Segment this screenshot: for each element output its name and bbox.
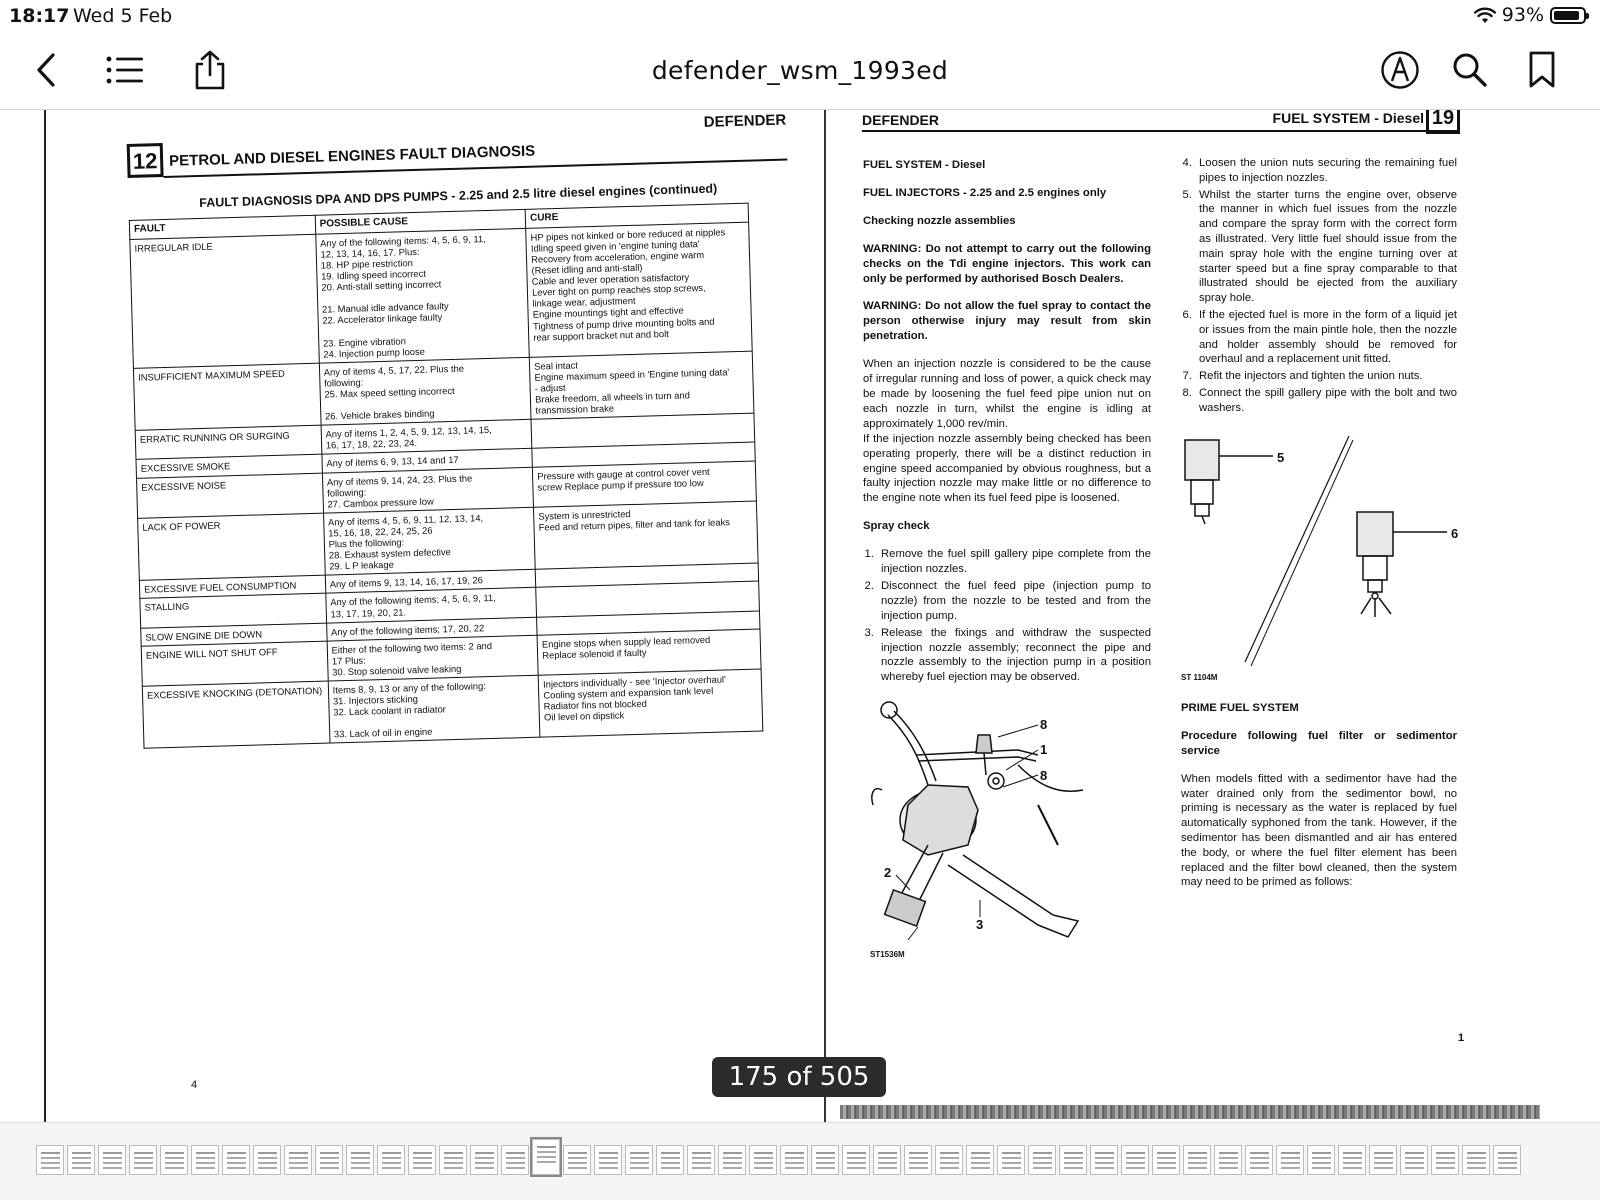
table-title: FAULT DIAGNOSIS DPA AND DPS PUMPS - 2.25 and 2.5 litre diesel engines (continued) <box>199 181 718 210</box>
fault-text: SLOW ENGINE DIE DOWN <box>145 628 263 643</box>
thumbnail[interactable] <box>1431 1145 1459 1175</box>
search-icon <box>1452 52 1488 88</box>
heading-procedure: Procedure following fuel filter or sedimentor service <box>1181 730 1457 757</box>
thumbnail[interactable] <box>191 1145 219 1175</box>
thumbnail[interactable] <box>656 1145 684 1175</box>
cure-text: HP pipes not kinked or bore reduced at nipples Idling speed given in 'engine tuning data' Recovery from acceleration, engine warm (Reset idling and anti-stall) Cable and lever operation satisfactory Lever tight on pump reaches stop screws, linkage wear, adjustment Engine mountings tight and effective Tightness of pump drive mounting bolts and rear support bracket nut and bolt <box>530 226 726 343</box>
list-item: 5. Whilst the starter turns the engine over, observe the manner in which fuel issues from the nozzle and compare the spray form with the correct form as illustrated. Very little fuel should issue from the main spray hole with the engine turning over at starter speed but a fine spray comparable to that illustrated should be ejected from the auxiliary spray hole. <box>1195 188 1457 306</box>
clock: 18:17 <box>9 5 70 27</box>
brand-label: DEFENDER <box>703 111 787 131</box>
table-cell-fault <box>141 641 328 686</box>
thumbnail[interactable] <box>563 1145 591 1175</box>
cause-text: Any of items 9, 13, 14, 16, 17, 19, 26 <box>329 574 484 590</box>
list-item: 2. Disconnect the fuel feed pipe (injection pump to nozzle) from the nozzle to be tested and from the injection pump. <box>877 579 1151 624</box>
injector-assembly-diagram <box>868 695 1098 965</box>
thumbnail[interactable] <box>408 1145 436 1175</box>
right-page-header <box>862 110 1460 132</box>
heading-checking-nozzles: Checking nozzle assemblies <box>863 214 1016 227</box>
heading-spray-check: Spray check <box>863 520 930 533</box>
cure-text <box>537 446 751 452</box>
list-item: 8. Connect the spill gallery pipe with the bolt and two washers. <box>1195 386 1457 416</box>
thumbnail[interactable] <box>997 1145 1025 1175</box>
thumbnail[interactable] <box>594 1145 622 1175</box>
left-page <box>44 110 824 1122</box>
cause-text: Any of items 4, 5, 6, 9, 11, 12, 13, 14, 15, 16, 18, 22, 24, 25, 26 Plus the following: 28. Exhaust system defective 29. L P leakage <box>327 512 484 572</box>
thumbnail[interactable] <box>346 1145 374 1175</box>
table-cell-cure <box>529 351 754 420</box>
cause-text: Items 8, 9, 13 or any of the following: 31. Injectors sticking 32. Lack coolant in radiator 33. Lack of oil in engine <box>332 680 486 740</box>
fault-text: STALLING <box>144 600 190 614</box>
right-column-a <box>863 158 1151 970</box>
fault-text: EXCESSIVE NOISE <box>141 478 227 493</box>
thumbnail-current[interactable] <box>532 1139 560 1175</box>
fault-text: INSUFFICIENT MAXIMUM SPEED <box>138 367 285 383</box>
thumbnail[interactable] <box>904 1145 932 1175</box>
thumbnail[interactable] <box>935 1145 963 1175</box>
table-cell-fault <box>138 513 325 581</box>
callout-6: 6 <box>1451 525 1459 541</box>
callout-5: 5 <box>1277 449 1285 465</box>
thumbnail[interactable] <box>1090 1145 1118 1175</box>
thumbnail[interactable] <box>842 1145 870 1175</box>
bookmark-icon <box>1528 51 1556 89</box>
heading-prime-fuel-system: PRIME FUEL SYSTEM <box>1181 702 1299 715</box>
cause-text: Either of the following two items: 2 and 17 Plus: 30. Stop solenoid valve leaking <box>331 639 493 678</box>
thumbnail[interactable] <box>1121 1145 1149 1175</box>
date: Wed 5 Feb <box>73 5 173 27</box>
table-cell-cure <box>534 501 759 570</box>
cure-text <box>541 614 755 620</box>
fault-text: EXCESSIVE KNOCKING (DETONATION) <box>146 684 323 701</box>
fault-text: LACK OF POWER <box>142 519 221 533</box>
table-body <box>130 222 763 749</box>
figure-label-st1536m: ST1536M <box>870 950 905 960</box>
table-row <box>130 222 752 368</box>
fault-text: ENGINE WILL NOT SHUT OFF <box>145 645 278 661</box>
cause-text: Any of the following items; 17, 20, 22 <box>330 621 485 638</box>
fault-text: EXCESSIVE SMOKE <box>140 460 231 475</box>
thumbnail[interactable] <box>222 1145 250 1175</box>
cure-text: Seal intact Engine maximum speed in 'Engine tuning data' - adjust Brake freedom, all wheels in turn and transmission brake <box>534 359 730 416</box>
thumbnail[interactable] <box>501 1145 529 1175</box>
thumbnail[interactable] <box>284 1145 312 1175</box>
thumbnail[interactable] <box>129 1145 157 1175</box>
header-cause: POSSIBLE CAUSE <box>315 209 526 234</box>
nozzle-spray-diagram <box>1181 432 1471 687</box>
thumbnail[interactable] <box>160 1145 188 1175</box>
thumbnail[interactable] <box>1245 1145 1273 1175</box>
thumbnail[interactable] <box>1338 1145 1366 1175</box>
list-item: 1. Remove the fuel spill gallery pipe complete from the injection nozzles. <box>877 547 1151 577</box>
callout-8b: 8 <box>1040 768 1048 784</box>
markup-pen-icon <box>1380 50 1420 90</box>
cure-text: Injectors individually - see 'Injector overhaul' Cooling system and expansion tank level Radiator fins not blocked Oil level on dipstick <box>542 673 726 723</box>
table-cell-cure <box>532 461 756 507</box>
header-section: FUEL SYSTEM - Diesel <box>1272 110 1424 126</box>
cure-text: System is unrestricted Feed and return pipes, filter and tank for leaks <box>538 507 731 533</box>
warning-text-2: WARNING: Do not allow the fuel spray to contact the person otherwise injury may result from skin penetration. <box>863 300 1151 343</box>
cure-text <box>540 585 754 591</box>
callout-3: 3 <box>976 917 984 933</box>
scan-edge <box>840 1105 1540 1119</box>
thumbnail[interactable] <box>1462 1145 1490 1175</box>
header-brand: DEFENDER <box>862 112 940 128</box>
thumbnail[interactable] <box>1152 1145 1180 1175</box>
table-cell-cause <box>319 357 531 425</box>
thumbnail[interactable] <box>749 1145 777 1175</box>
list-item: 4. Loosen the union nuts securing the remaining fuel pipes to injection nozzles. <box>1195 156 1457 186</box>
list-item: 7. Refit the injectors and tighten the union nuts. <box>1195 369 1457 384</box>
thumbnail[interactable] <box>253 1145 281 1175</box>
fault-diagnosis-table <box>129 203 764 750</box>
list-item: 3. Release the fixings and withdraw the suspected injection nozzle assembly; reconnect the pipe and nozzle assembly to the injection pump in a position whereby fuel ejection may be observed. <box>877 626 1151 686</box>
thumbnail[interactable] <box>1493 1145 1521 1175</box>
thumbnail[interactable] <box>780 1145 808 1175</box>
thumbnail[interactable] <box>98 1145 126 1175</box>
table-cell-cure <box>526 222 752 357</box>
list-item: 6. If the ejected fuel is more in the form of a liquid jet or issues from the main pintle hole, then the nozzle and holder assembly should be removed for overhaul and a replacement unit fitted. <box>1195 308 1457 367</box>
cause-text: Any of items 9, 14, 24, 23. Plus the following: 27. Cambox pressure low <box>326 472 473 510</box>
thumbnail[interactable] <box>687 1145 715 1175</box>
left-page-header <box>126 110 787 174</box>
header-fault: FAULT <box>129 215 315 239</box>
section-number: 12 <box>127 143 164 178</box>
left-page-content <box>126 110 803 749</box>
thumbnail[interactable] <box>811 1145 839 1175</box>
callout-1: 1 <box>1040 742 1048 758</box>
figure-label-st1104m: ST 1104M <box>1181 672 1218 682</box>
document-title: defender_wsm_1993ed <box>651 56 949 85</box>
table-cell-cause <box>322 467 533 513</box>
status-bar <box>0 0 1600 32</box>
wifi-icon <box>1474 7 1496 24</box>
prime-paragraph: When models fitted with a sedimentor have had the water drained only from the sedimentor bowl, no priming is necessary as the water is replaced by fuel automatically syphoned from the tank. However, if the sedimentor has been dismantled and air has entered the body, or where the fuel filter element has been replaced and the filter bowl cleaned, then the system may need to be primed as follows: <box>1181 772 1457 889</box>
cause-text: Any of items 4, 5, 17, 22. Plus the following: 25. Max speed setting incorrect 26. Vehicle brakes binding <box>323 362 465 422</box>
fault-text: IRREGULAR IDLE <box>134 240 213 254</box>
callout-2: 2 <box>884 865 892 881</box>
table-cell-fault <box>136 473 323 518</box>
table-cell-fault <box>130 234 319 368</box>
heading-fuel-injectors: FUEL INJECTORS - 2.25 and 2.5 engines only <box>863 186 1107 199</box>
page-title: PETROL AND DIESEL ENGINES FAULT DIAGNOSIS <box>168 142 536 170</box>
paragraph-2: If the injection nozzle assembly being checked has been operating properly, there will be a distinct reduction in engine speed accompanied by obvious roughness, but a faulty injection nozzle may make little or no difference to the engine note when its fuel feed pipe is loosened. <box>863 432 1151 505</box>
thumbnail[interactable] <box>1276 1145 1304 1175</box>
cause-text: Any of items 1, 2, 4, 5, 9, 12, 13, 14, 15, 16, 17, 18, 22, 23, 24. <box>325 424 492 451</box>
search-button[interactable] <box>1448 48 1492 92</box>
header-cure: CURE <box>525 203 748 228</box>
thumbnail[interactable] <box>1369 1145 1397 1175</box>
thumbnail[interactable] <box>470 1145 498 1175</box>
thumbnail[interactable] <box>1059 1145 1087 1175</box>
warning-text-1: WARNING: Do not attempt to carry out the following checks on the Tdi engine injectors. This work can only be performed by authorised Bosch Dealers. <box>863 242 1151 285</box>
heading-fuel-system: FUEL SYSTEM - Diesel <box>863 159 986 171</box>
table-cell-cause <box>323 507 535 575</box>
table-cell-cause <box>315 228 529 363</box>
right-column-b <box>1181 156 1457 903</box>
cure-text: Pressure with gauge at control cover vent screw Replace pump if pressure too low <box>537 465 710 493</box>
table-cell-cure <box>538 669 763 738</box>
cause-text: Any of items 6, 9, 13, 14 and 17 <box>326 454 459 470</box>
table-cell-cause <box>327 635 538 681</box>
callout-8a: 8 <box>1040 717 1048 733</box>
battery-percent: 93% <box>1501 4 1544 26</box>
bookmark-button[interactable] <box>1520 48 1564 92</box>
thumbnail-scrubber[interactable] <box>0 1122 1600 1200</box>
thumbnail[interactable] <box>1307 1145 1335 1175</box>
markup-button[interactable] <box>1378 48 1422 92</box>
spray-steps-b <box>1181 156 1457 416</box>
thumbnail[interactable] <box>1028 1145 1056 1175</box>
right-page-number: 1 <box>1458 1032 1465 1044</box>
thumbnail[interactable] <box>315 1145 343 1175</box>
left-page-number: 4 <box>191 1079 198 1091</box>
cure-text <box>536 417 750 423</box>
thumbnail[interactable] <box>1400 1145 1428 1175</box>
thumbnail[interactable] <box>873 1145 901 1175</box>
document-viewer[interactable] <box>0 110 1600 1122</box>
cure-text: Engine stops when supply lead removed Replace solenoid if faulty <box>541 633 711 661</box>
fault-text: ERRATIC RUNNING OR SURGING <box>139 429 290 446</box>
thumbnail[interactable] <box>625 1145 653 1175</box>
table-cell-fault <box>133 363 320 431</box>
cause-text: Any of the following items: 4, 5, 6, 9, 11, 12, 13, 14, 16, 17. Plus: 18. HP pipe restriction 19. Idling speed incorrect 20. Anti-stall setting incorrect 21. Manual idle advance faulty 22. Accelerator linkage faulty 23. Engine vibration 24. Injection pump loose <box>320 232 486 360</box>
thumbnail[interactable] <box>36 1145 64 1175</box>
thumbnail[interactable] <box>67 1145 95 1175</box>
thumbnail[interactable] <box>718 1145 746 1175</box>
battery-icon <box>1550 7 1586 24</box>
thumbnail[interactable] <box>1183 1145 1211 1175</box>
right-page <box>824 110 1544 1122</box>
thumbnail[interactable] <box>966 1145 994 1175</box>
thumbnail[interactable] <box>439 1145 467 1175</box>
spray-steps-a <box>863 547 1151 685</box>
thumbnail[interactable] <box>1214 1145 1242 1175</box>
thumbnail[interactable] <box>377 1145 405 1175</box>
status-right <box>1474 4 1586 26</box>
fault-text: EXCESSIVE FUEL CONSUMPTION <box>143 579 297 596</box>
table-cell-fault <box>142 681 329 749</box>
thumbnail-list[interactable] <box>36 1145 1521 1175</box>
cause-text: Any of the following items; 4, 5, 6, 9, 11, 13, 17, 19, 20, 21. <box>330 592 496 619</box>
table-cell-cure <box>537 629 761 675</box>
cure-text <box>540 567 754 573</box>
table-cell-cause <box>328 675 540 743</box>
toolbar <box>0 32 1600 110</box>
page-indicator: 175 of 505 <box>712 1057 886 1097</box>
paragraph-1: When an injection nozzle is considered to be the cause of irregular running and loss of power, a quick check may be made by loosening the fuel feed pipe union nut on each nozzle in turn, whilst the engine is idling at approximately 1,000 rev/min. <box>863 358 1151 430</box>
section-badge: 19 <box>1426 110 1460 134</box>
